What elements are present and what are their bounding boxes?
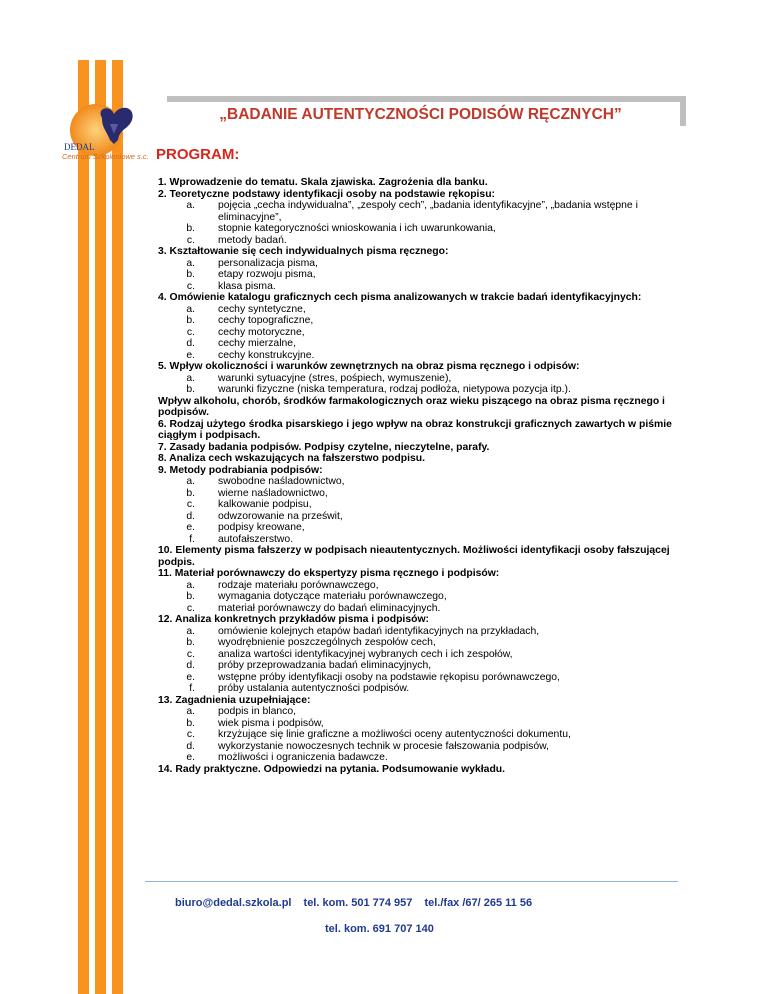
subitem-letter: b. [186,591,195,602]
program-subitem [158,373,678,385]
subitem-letter: c. [186,326,195,338]
subitem-letter: c. [186,648,195,660]
subitem-letter: b. [186,223,195,234]
subitem-text: pojęcia „cecha indywidualna”, „zespoły cech”, „badania identyfikacyjne”, „badania wstępne i eliminacyjne”, [218,200,638,223]
program-subitem [158,304,678,316]
program-list [158,177,678,775]
subitem-text: wiek pisma i podpisów, [218,717,324,729]
subitem-text: omówienie kolejnych etapów badań identyfikacyjnych na przykładach, [218,625,540,637]
program-subitem [158,200,678,223]
program-subitem [158,315,678,327]
subitem-letter: b. [186,384,195,395]
subitem-text: etapy rozwoju pisma, [218,269,316,280]
stripe [112,60,123,994]
program-section: 5. Wpływ okoliczności i warunków zewnętrznych na obraz pisma ręcznego i odpisów: [158,361,580,372]
subitem-letter: b. [186,637,195,648]
program-section: 14. Rady praktyczne. Odpowiedzi na pytania. Podsumowanie wykładu. [158,763,506,775]
footer-contacts [175,897,541,909]
program-subitem [158,591,678,603]
program-subitem [158,683,678,695]
subitem-letter: b. [186,717,195,729]
program-section: 9. Metody podrabiania podpisów: [158,464,323,476]
program-section: 10. Elementy pisma fałszerzy w podpisach nieautentycznych. Możliwości identyfikacji osoby fałszującej podpis. [158,545,670,568]
subitem-text: warunki sytuacyjne (stres, pośpiech, wymuszenie), [218,372,452,384]
subitem-letter: c. [186,499,195,510]
subitem-letter: a. [186,476,195,487]
stripe [95,60,106,994]
subitem-text: wierne naśladownictwo, [218,487,328,499]
program-section: 3. Kształtowanie się cech indywidualnych pisma ręcznego: [158,246,449,257]
subitem-text: swobodne naśladownictwo, [218,476,345,487]
program-section: 13. Zagadnienia uzupełniające: [158,694,311,706]
program-subitem [158,522,678,534]
program-subitem [158,603,678,615]
program-subitem [158,338,678,350]
program-subitem [158,476,678,488]
subitem-text: krzyżujące się linie graficzne a możliwości oceny autentyczności dokumentu, [218,729,571,740]
program-subitem [158,223,678,235]
program-subitem [158,384,678,396]
program-subitem [158,649,678,661]
subitem-text: wstępne próby identyfikacji osoby na podstawie rękopisu porównawczego, [218,671,560,683]
subitem-text: podpis in blanco, [218,706,296,717]
program-subitem [158,672,678,684]
subitem-letter: d. [186,740,195,752]
subitem-letter: f. [189,533,195,545]
subitem-text: wymagania dotyczące materiału porównawczego, [218,591,447,602]
subitem-letter: c. [186,729,195,740]
subitem-text: podpisy kreowane, [218,522,305,533]
subitem-text: cechy topograficzne, [218,315,314,326]
program-section: Wpływ alkoholu, chorób, środków farmakologicznych oraz wieku piszącego na obraz pisma ręcznego i podpisów. [158,395,665,418]
subitem-text: możliwości i ograniczenia badawcze. [218,752,388,763]
subitem-text: metody badań. [218,234,287,246]
program-subitem [158,534,678,546]
subitem-letter: c. [186,602,195,614]
subitem-letter: c. [186,234,195,246]
subitem-text: klasa pisma. [218,280,276,292]
subitem-letter: d. [186,510,195,522]
title-frame-right [680,96,686,126]
subitem-letter: e. [186,349,195,361]
program-section: 7. Zasady badania podpisów. Podpisy czytelne, nieczytelne, parafy. [158,441,490,453]
subitem-letter: e. [186,522,195,533]
program-subitem [158,637,678,649]
program-section: 6. Rodzaj użytego środka pisarskiego i jego wpływ na obraz konstrukcji graficznych zawartych w piśmie ciągłym i podpisach. [158,418,672,441]
footer-phone-2: tel. kom. 691 707 140 [325,923,434,935]
subitem-letter: e. [186,752,195,763]
subitem-letter: a. [186,303,195,315]
subitem-letter: a. [186,579,195,591]
subitem-letter: c. [186,280,195,292]
program-subitem [158,741,678,753]
program-subitem [158,350,678,362]
subitem-text: próby przeprowadzania badań eliminacyjnych, [218,660,432,671]
subitem-letter: a. [186,257,195,269]
program-subitem [158,729,678,741]
program-subitem [158,269,678,281]
subitem-text: personalizacja pisma, [218,257,318,269]
logo-brand-text: DEDAL [64,142,95,152]
subitem-text: próby ustalania autentyczności podpisów. [218,683,410,694]
subitem-text: wykorzystanie nowoczesnych technik w procesie fałszowania podpisów, [218,740,549,752]
subitem-letter: a. [186,200,195,211]
program-subitem [158,488,678,500]
subitem-letter: a. [186,372,195,384]
footer-fax: tel./fax /67/ 265 11 56 [424,897,533,909]
program-heading: PROGRAM: [156,146,240,163]
subitem-letter: b. [186,487,195,499]
subitem-text: cechy motoryczne, [218,326,305,338]
program-subitem [158,580,678,592]
subitem-letter: d. [186,338,195,349]
program-section: 12. Analiza konkretnych przykładów pisma i podpisów: [158,614,429,625]
program-subitem [158,281,678,293]
subitem-letter: b. [186,315,195,326]
subitem-text: cechy syntetyczne, [218,303,306,315]
subitem-text: materiał porównawczy do badań eliminacyjnych. [218,602,441,614]
program-subitem [158,752,678,764]
subitem-letter: f. [189,683,195,694]
subitem-text: kalkowanie podpisu, [218,499,312,510]
program-section: 2. Teoretyczne podstawy identyfikacji osoby na podstawie rękopisu: [158,188,496,200]
decorative-stripes [78,60,123,994]
title-frame-top [167,96,686,102]
program-section: 4. Omówienie katalogu graficznych cech pisma analizowanych w trakcie badań identyfikacyjnych: [158,292,642,303]
footer-email: biuro@dedal.szkola.pl [175,897,292,909]
subitem-text: autofałszerstwo. [218,533,294,545]
program-subitem [158,235,678,247]
footer-divider [145,881,678,882]
program-subitem [158,327,678,339]
subitem-text: rodzaje materiału porównawczego, [218,579,379,591]
program-subitem [158,718,678,730]
subitem-text: cechy konstrukcyjne. [218,349,315,361]
program-section: 8. Analiza cech wskazujących na fałszerstwo podpisu. [158,453,425,464]
document-title: „BADANIE AUTENTYCZNOŚCI PODISÓW RĘCZNYCH” [219,106,622,123]
subitem-letter: b. [186,269,195,280]
subitem-text: cechy mierzalne, [218,338,296,349]
program-subitem [158,258,678,270]
logo-company-text: Centrum Szkoleniowe s.c. [62,152,149,161]
stripe [78,60,89,994]
program-section: 11. Materiał porównawczy do ekspertyzy pisma ręcznego i podpisów: [158,568,500,579]
program-subitem [158,626,678,638]
subitem-text: analiza wartości identyfikacyjnej wybranych cech i ich zespołów, [218,648,513,660]
footer-phone: tel. kom. 501 774 957 [303,897,413,909]
subitem-text: stopnie kategoryczności wnioskowania i ich uwarunkowania, [218,223,496,234]
program-subitem [158,511,678,523]
subitem-letter: a. [186,625,195,637]
subitem-text: wyodrębnienie poszczególnych zespołów cech, [218,637,436,648]
program-subitem [158,499,678,511]
program-subitem [158,706,678,718]
subitem-letter: d. [186,660,195,671]
program-section: 1. Wprowadzenie do tematu. Skala zjawiska. Zagrożenia dla banku. [158,177,488,188]
subitem-text: warunki fizyczne (niska temperatura, rodzaj podłoża, nietypowa pozycja itp.). [218,384,571,395]
program-subitem [158,660,678,672]
subitem-letter: e. [186,671,195,683]
subitem-text: odwzorowanie na prześwit, [218,510,343,522]
subitem-letter: a. [186,706,195,717]
